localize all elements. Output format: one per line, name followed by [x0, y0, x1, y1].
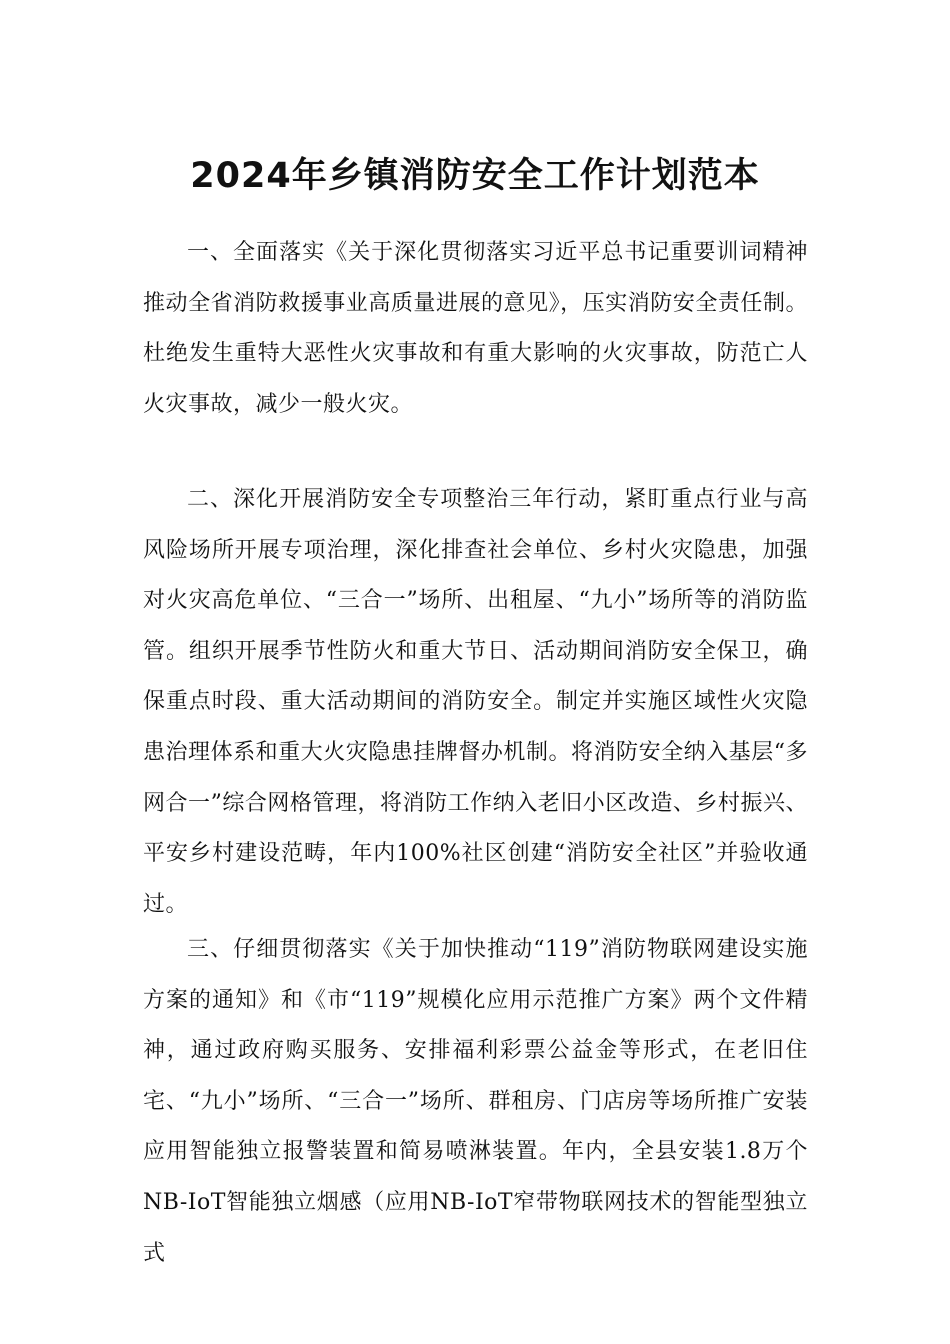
paragraph-1: 一、全面落实《关于深化贯彻落实习近平总书记重要训词精神推动全省消防救援事业高质量进展的意见》，压实消防安全责任制。杜绝发生重特大恶性火灾事故和有重大影响的火灾事故，防范亡人火灾事故，减少一般火灾。 [143, 240, 808, 417]
document-title: 2024年乡镇消防安全工作计划范本 [190, 156, 760, 197]
paragraph-2: 二、深化开展消防安全专项整治三年行动，紧盯重点行业与高风险场所开展专项治理，深化排查社会单位、乡村火灾隐患，加强对火灾高危单位、“三合一”场所、出租屋、“九小”场所等的消防监管。组织开展季节性防火和重大节日、活动期间消防安全保卫，确保重点时段、重大活动期间的消防安全。制定并实施区域性火灾隐患治理体系和重大火灾隐患挂牌督办机制。将消防安全纳入基层“多网合一”综合网格管理，将消防工作纳入老旧小区改造、乡村振兴、平安乡村建设范畴，年内100%社区创建“消防安全社区”并验收通过。 [143, 487, 808, 917]
paragraph-3: 三、仔细贯彻落实《关于加快推动“119”消防物联网建设实施方案的通知》和《市“119”规模化应用示范推广方案》两个文件精神，通过政府购买服务、安排福利彩票公益金等形式，在老旧住宅、“九小”场所、“三合一”场所、群租房、门店房等场所推广安装应用智能独立报警装置和简易喷淋装置。年内，全县安装1.8万个NB-IoT智能独立烟感（应用NB-IoT窄带物联网技术的智能型独立式 [143, 937, 808, 1266]
